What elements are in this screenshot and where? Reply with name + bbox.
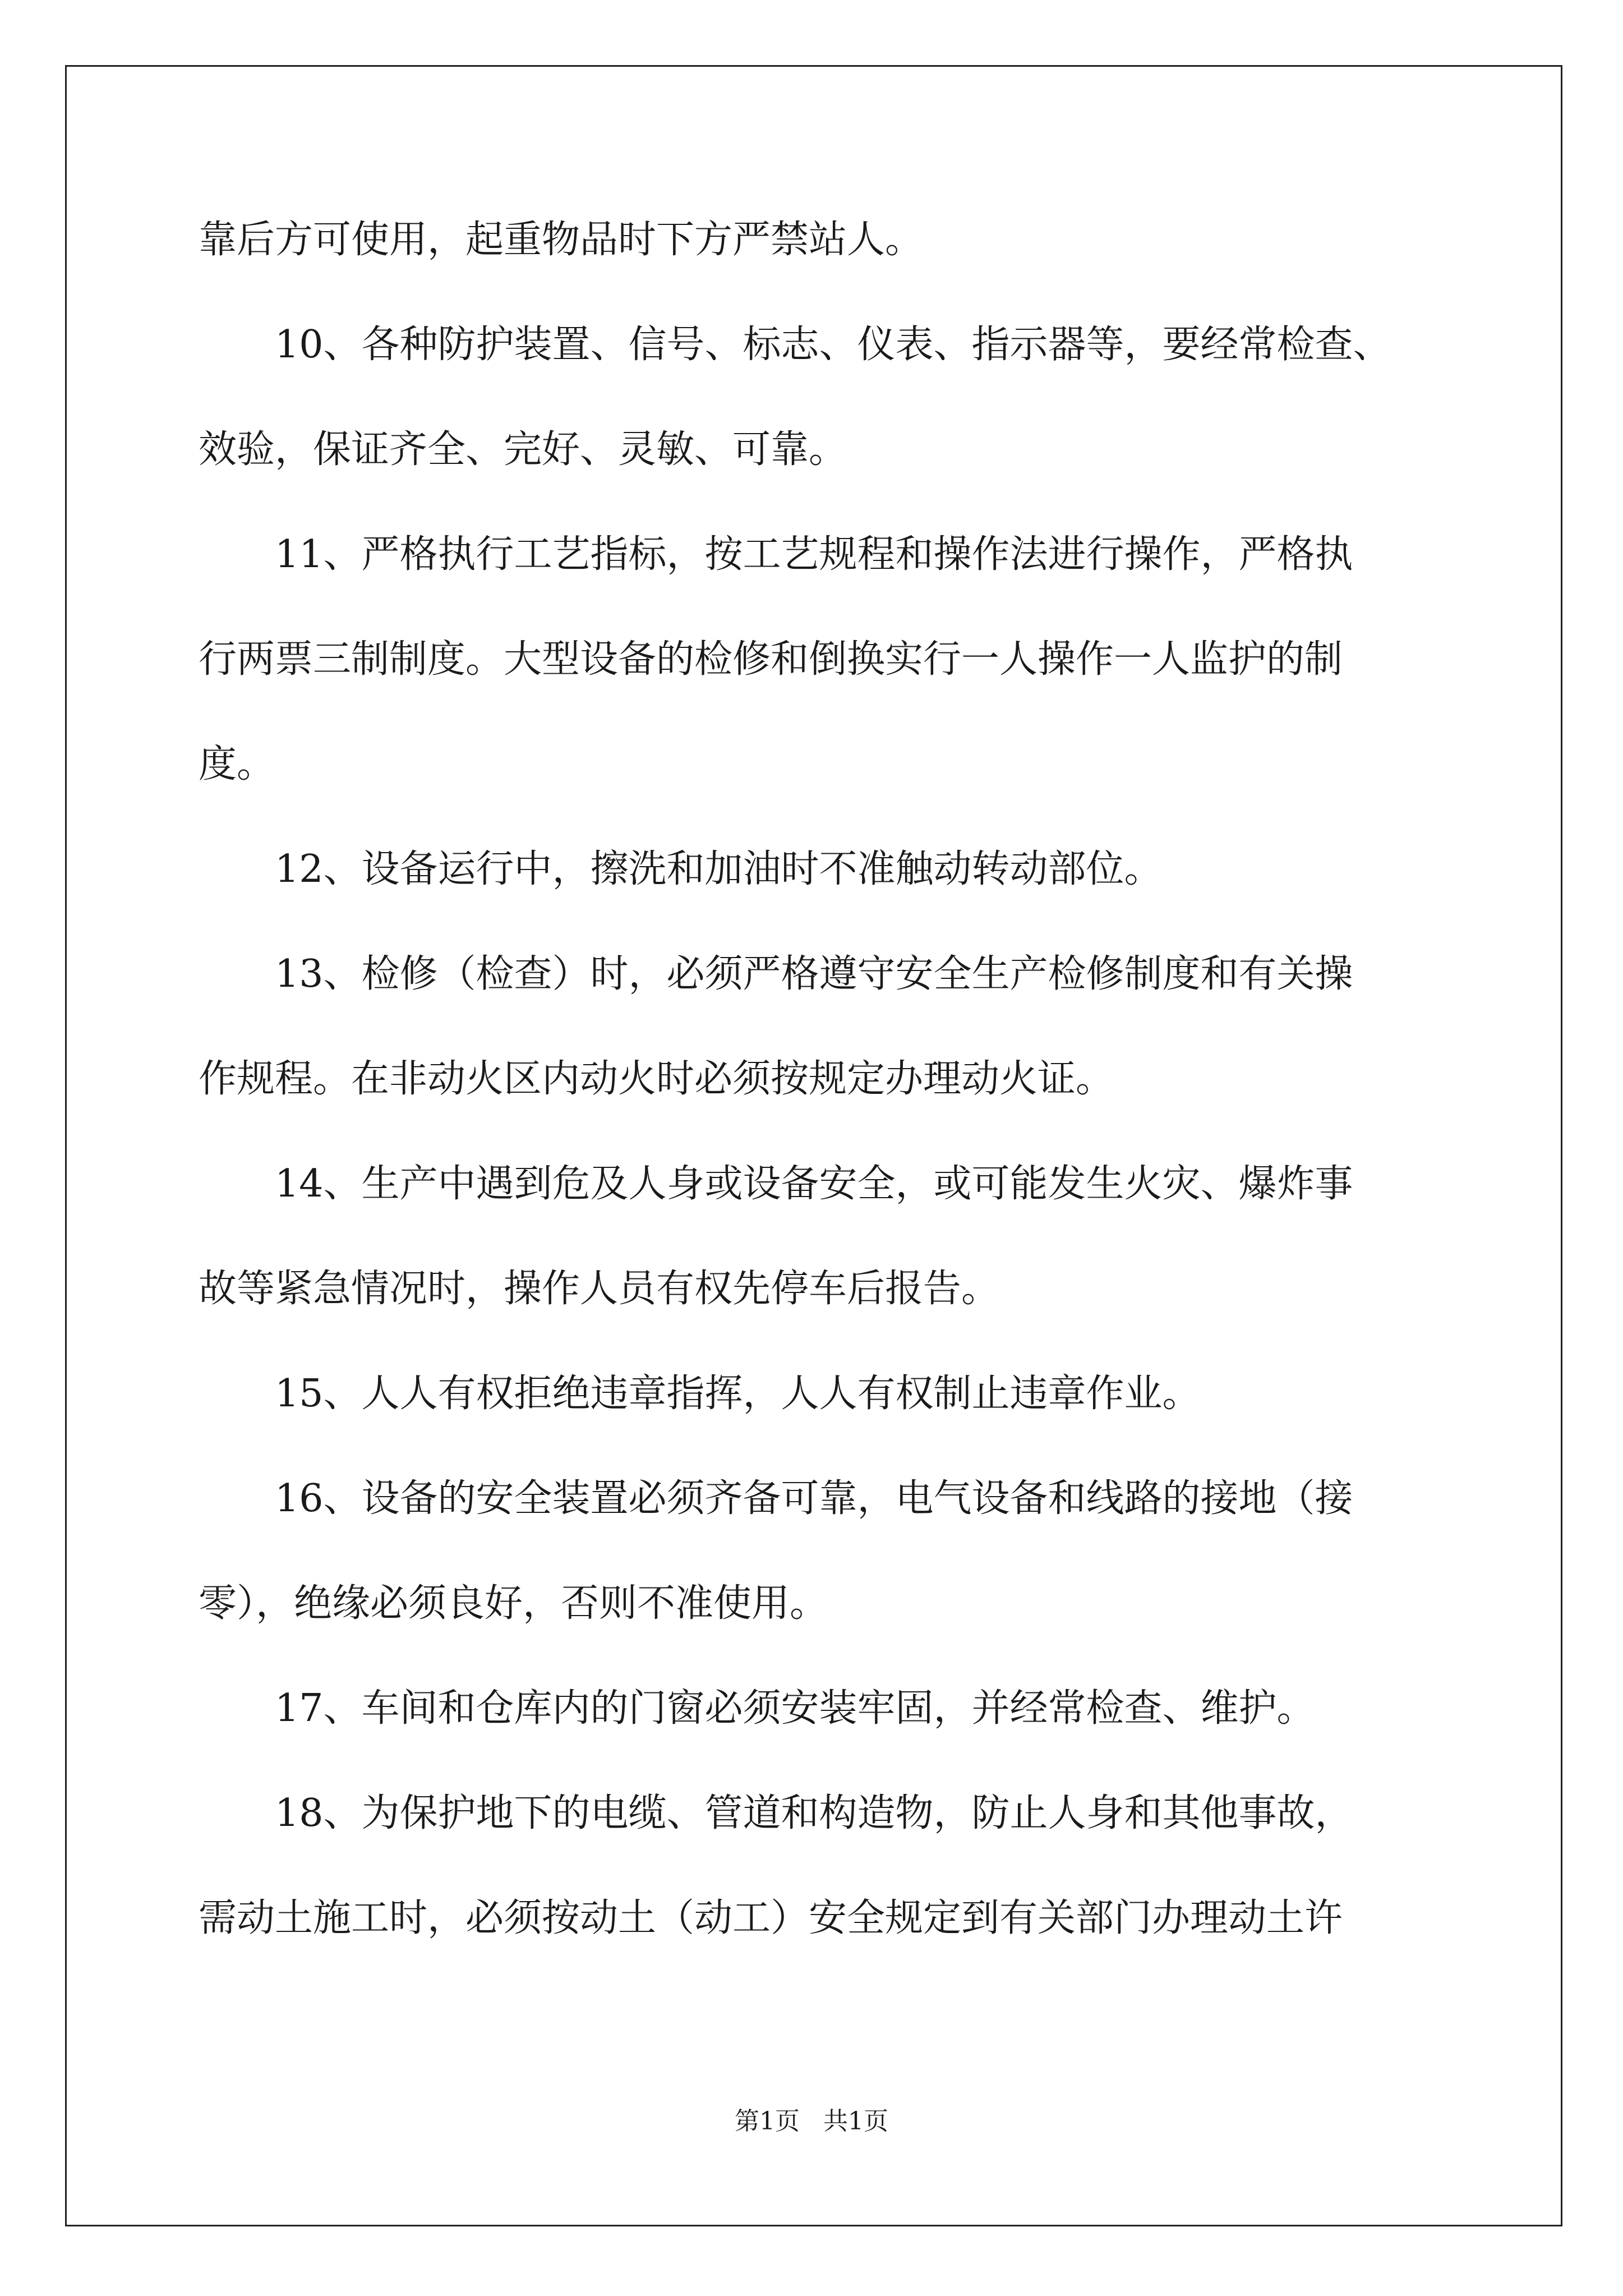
- text-line: 需动土施工时，必须按动土（动工）安全规定到有关部门办理动土许: [199, 1896, 1343, 1940]
- text-line: 作规程。在非动火区内动火时必须按规定办理动火证。: [199, 1057, 1114, 1101]
- text-line: 靠后方可使用，起重物品时下方严禁站人。: [199, 218, 924, 262]
- text-line: 13、检修（检查）时，必须严格遵守安全生产检修制度和有关操: [199, 952, 1353, 996]
- text-line: 行两票三制制度。大型设备的检修和倒换实行一人操作一人监护的制: [199, 637, 1343, 682]
- text-line: 15、人人有权拒绝违章指挥，人人有权制止违章作业。: [199, 1372, 1201, 1416]
- text-line: 故等紧急情况时，操作人员有权先停车后报告。: [199, 1267, 1000, 1311]
- text-line: 18、为保护地下的电缆、管道和构造物，防止人身和其他事故，: [199, 1791, 1353, 1835]
- text-line: 10、各种防护装置、信号、标志、仪表、指示器等，要经常检查、: [199, 323, 1391, 367]
- text-line: 12、设备运行中，擦洗和加油时不准触动转动部位。: [199, 847, 1163, 891]
- text-line: 度。: [199, 742, 275, 786]
- text-line: 11、严格执行工艺指标，按工艺规程和操作法进行操作，严格执: [199, 532, 1353, 577]
- text-line: 14、生产中遇到危及人身或设备安全，或可能发生火灾、爆炸事: [199, 1162, 1353, 1206]
- text-line: 16、设备的安全装置必须齐备可靠，电气设备和线路的接地（接: [199, 1476, 1353, 1521]
- page-number-footer: 第1页 共1页: [735, 2107, 888, 2136]
- text-line: 17、车间和仓库内的门窗必须安装牢固，并经常检查、维护。: [199, 1686, 1315, 1731]
- text-line: 效验，保证齐全、完好、灵敏、可靠。: [199, 427, 847, 472]
- text-line: 零），绝缘必须良好，否则不准使用。: [199, 1581, 828, 1626]
